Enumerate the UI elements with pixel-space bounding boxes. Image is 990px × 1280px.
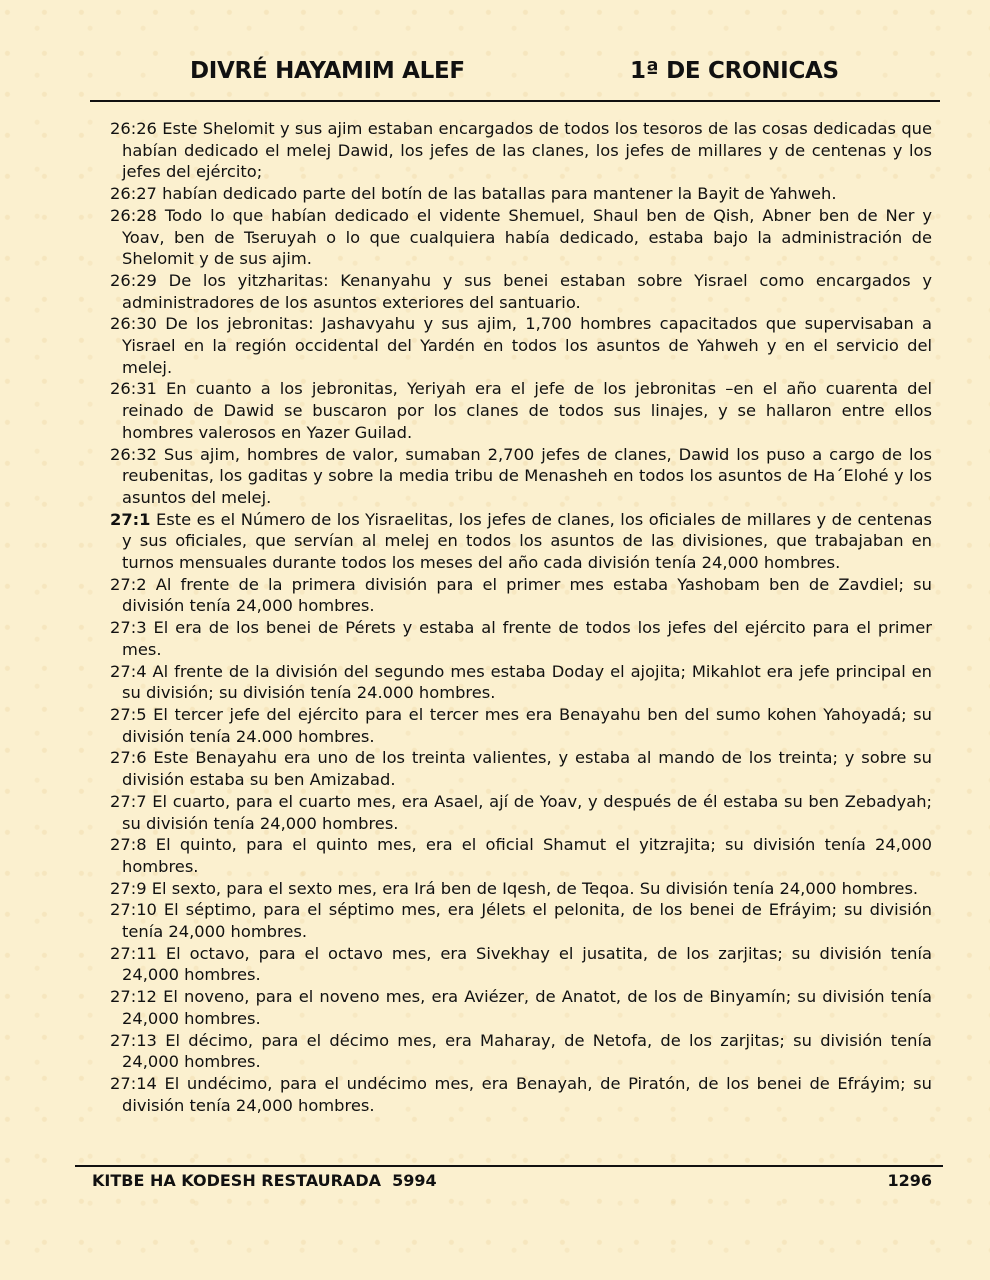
verse-text: El octavo, para el octavo mes, era Sivekhay el jusatita, de los zarjitas; su división tenía 24,000 hombres.	[122, 943, 932, 985]
verse-ref: 27:14	[110, 1073, 157, 1093]
verse	[110, 791, 932, 834]
verse-ref: 26:27	[110, 184, 157, 204]
verse-ref: 26:26	[110, 119, 157, 138]
page-number: 1296	[887, 1171, 932, 1190]
verse-text: El tercer jefe del ejército para el tercer mes era Benayahu ben del sumo kohen Yahoyadá; su división tenía 24.000 hombres.	[122, 704, 932, 746]
verse-text: Sus ajim, hombres de valor, sumaban 2,700 jefes de clanes, Dawid los puso a cargo de los reubenitas, los gaditas y sobre la media tribu de Menasheh en todos los asuntos de Ha´Elohé y los asuntos del melej.	[122, 444, 932, 507]
header-rule	[90, 100, 940, 102]
verse-text: De los jebronitas: Jashavyahu y sus ajim, 1,700 hombres capacitados que supervisaban a Yisrael en la región occidental del Yardén en todos los asuntos de Yahweh y en el servicio del melej.	[122, 314, 933, 377]
verse-ref: 27:3	[110, 618, 147, 638]
verse-ref: 27:9	[110, 878, 147, 898]
verse-text: El cuarto, para el cuarto mes, era Asael, ají de Yoav, y después de él estaba su ben Zebadyah; su división tenía 24,000 hombres.	[122, 791, 932, 833]
verse-ref: 27:5	[110, 704, 147, 724]
verse-text: De los yitzharitas: Kenanyahu y sus benei estaban sobre Yisrael como encargados y administradores de los asuntos exteriores del santuario.	[122, 270, 932, 312]
verse-ref: 27:2	[110, 574, 147, 594]
verse-list	[110, 118, 932, 1116]
verse-ref: 27:7	[110, 791, 147, 811]
verse-text: El quinto, para el quinto mes, era el oficial Shamut el yitzrajita; su división tenía 24,000 hombres.	[122, 835, 932, 876]
verse-text: Al frente de la primera división para el primer mes estaba Yashobam ben de Zavdiel; su división tenía 24,000 hombres.	[122, 574, 932, 616]
verse-text: El décimo, para el décimo mes, era Maharay, de Netofa, de los zarjitas; su división tenía 24,000 hombres.	[122, 1030, 932, 1072]
footer-rule	[75, 1165, 943, 1167]
header-right-title: 1ª DE CRONICAS	[630, 58, 839, 84]
verse	[110, 878, 932, 900]
verse-text: Todo lo que habían dedicado el vidente Shemuel, Shaul ben de Qish, Abner ben de Ner y Yoav, ben de Tseruyah o lo que cualquiera había dedicado, estaba bajo la administración de Shelomit y de sus ajim.	[122, 205, 932, 269]
verse-text: El era de los benei de Pérets y estaba al frente de todos los jefes del ejército para el primer mes.	[122, 618, 932, 659]
verse-ref: 26:31	[110, 379, 157, 399]
verse-text: Este Shelomit y sus ajim estaban encargados de todos los tesoros de las cosas dedicadas que habían dedicado el melej Dawid, los jefes de las clanes, los jefes de millares y de centenas y los jefes del ejército;	[122, 119, 932, 182]
verse	[110, 183, 932, 205]
verse-text: El noveno, para el noveno mes, era Aviézer, de Anatot, de los de Binyamín; su división tenía 24,000 hombres.	[122, 987, 932, 1028]
verse-text: Este Benayahu era uno de los treinta valientes, y estaba al mando de los treinta; y sobre su división estaba su ben Amizabad.	[122, 748, 932, 790]
footer-book-title: KITBE HA KODESH RESTAURADA 5994	[92, 1171, 437, 1190]
verse-ref: 27:6	[110, 748, 147, 768]
verse	[110, 834, 932, 877]
verse-text: El sexto, para el sexto mes, era Irá ben de Iqesh, de Teqoa. Su división tenía 24,000 hombres.	[151, 878, 919, 898]
verse	[110, 313, 932, 378]
verse	[110, 574, 932, 617]
verse	[110, 1030, 932, 1073]
verse-text: Este es el Número de los Yisraelitas, los jefes de clanes, los oficiales de millares y de centenas y sus oficiales, que servían al melej en todos los asuntos de las divisiones, que trabajaban en turnos mensuales durante todos los meses del año cada división tenía 24,000 hombres.	[122, 509, 932, 573]
verse	[110, 986, 932, 1029]
verse-ref: 26:28	[110, 205, 157, 225]
verse	[110, 270, 932, 313]
verse-text: Al frente de la división del segundo mes estaba Doday el ajojita; Mikahlot era jefe principal en su división; su división tenía 24.000 hombres.	[122, 661, 932, 703]
verse	[110, 943, 932, 986]
verse-text: El séptimo, para el séptimo mes, era Jélets el pelonita, de los benei de Efráyim; su división tenía 24,000 hombres.	[122, 900, 932, 942]
header-left-title: DIVRÉ HAYAMIM ALEF	[190, 58, 465, 84]
verse-ref: 27:13	[110, 1030, 157, 1050]
verse	[110, 661, 932, 704]
verse-ref: 27:4	[110, 661, 147, 681]
verse	[110, 1073, 932, 1116]
verse-text: En cuanto a los jebronitas, Yeriyah era el jefe de los jebronitas –en el año cuarenta del reinado de Dawid se buscaron por los clanes de todos sus linajes, y se hallaron entre ellos hombres valerosos en Yazer Guilad.	[122, 379, 932, 442]
verse	[110, 704, 932, 747]
verse-text: habían dedicado parte del botín de las batallas para mantener la Bayit de Yahweh.	[162, 184, 837, 204]
verse-text: El undécimo, para el undécimo mes, era Benayah, de Piratón, de los benei de Efráyim; su división tenía 24,000 hombres.	[122, 1073, 932, 1115]
verse-ref: 27:8	[110, 835, 147, 855]
verse-ref: 26:30	[110, 314, 157, 334]
verse-ref: 26:29	[110, 270, 157, 290]
verse-ref: 27:12	[110, 987, 157, 1007]
verse-ref: 27:11	[110, 943, 157, 963]
verse	[110, 378, 932, 443]
verse-ref: 27:1	[110, 509, 151, 529]
verse	[110, 205, 932, 270]
verse	[110, 444, 932, 509]
verse-ref: 26:32	[110, 444, 157, 464]
verse	[110, 118, 932, 183]
verse	[110, 617, 932, 660]
verse-ref: 27:10	[110, 900, 157, 920]
verse	[110, 747, 932, 790]
verse	[110, 899, 932, 942]
verse	[110, 509, 932, 574]
page-header	[90, 58, 940, 92]
